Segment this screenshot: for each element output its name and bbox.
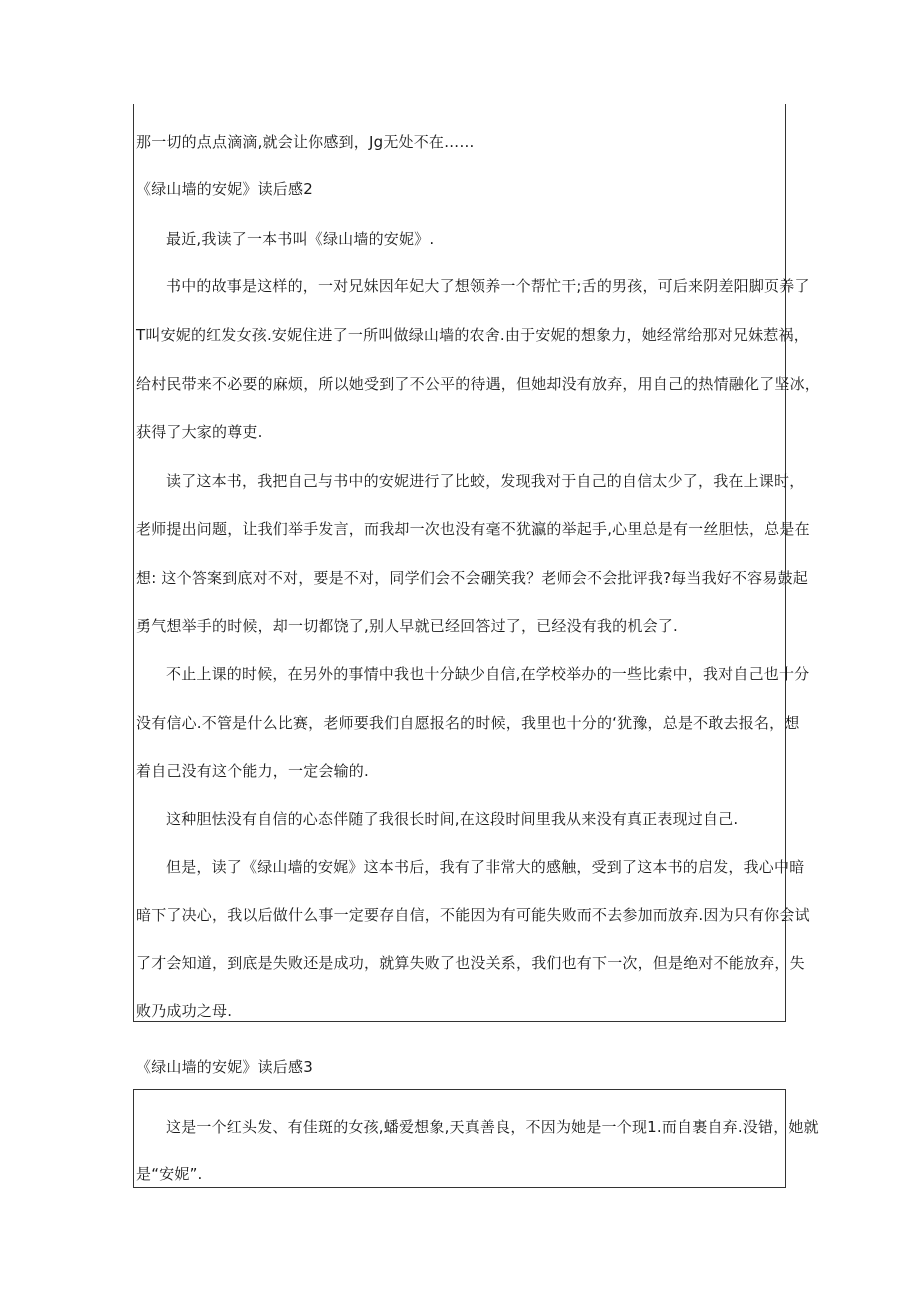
paragraph-line: 勇气想举手的时候，却一切都饶了,别人早就已经回答过了，已经没有我的机会了. [136, 617, 678, 635]
paragraph-line: 书中的故事是这样的，一对兄妹因年妃大了想领养一个帮忙干;舌的男孩，可后来阴差阳脚页养了 [166, 277, 810, 295]
paragraph-line: 着自己没有这个能力，一定会输的. [136, 762, 369, 780]
paragraph-line: 老师提出问题，让我们举手发言，而我却一次也没有毫不犹瀛的举起手,心里总是有一丝胆怯，总是在 [136, 520, 810, 538]
paragraph-line: 不止上课的时候，在另外的事情中我也十分缺少自信,在学校举办的一些比索中，我对自己也十分 [166, 665, 810, 683]
essay-2-title: 《绿山墙的安妮》读后感2 [136, 180, 313, 198]
paragraph-line: 最近,我读了一本书叫《绿山墙的安妮》. [166, 230, 435, 248]
paragraph-line: 但是，读了《绿山墙的安娓》这本书后，我有了非常大的感触，受到了这本书的启发，我心中暗 [166, 858, 805, 876]
essay-1-closing-line: 那一切的点点滴滴,就会让你感到，Jg无处不在…… [136, 133, 475, 151]
essay-3-border [133, 1089, 786, 1188]
paragraph-line: 没有信心.不管是什么比赛，老师要我们自愿报名的时候，我里也十分的‘犹豫，总是不敢去报名，想 [136, 714, 800, 732]
paragraph-line: 给村民带来不必要的麻烦，所以她受到了不公平的待遇，但她却没有放弃，用自己的热情融化了坚冰， [136, 375, 821, 393]
paragraph-line: 败乃成功之母. [136, 1002, 233, 1020]
paragraph-line: T叫安妮的红发女孩.安妮住进了一所叫做绿山墙的农舍.由于安妮的想象力，她经常给那对兄妹惹祸， [136, 326, 809, 344]
paragraph-line: 是“安妮”. [136, 1165, 203, 1183]
essay-3-title: 《绿山墙的安妮》读后感3 [136, 1058, 313, 1076]
paragraph-line: 这种胆怯没有自信的心态伴随了我很长时间,在这段时间里我从来没有真正表现过自己. [166, 810, 739, 828]
paragraph-line: 这是一个红头发、有佳斑的女孩,蟠爱想象,天真善良，不因为她是一个现1.而自裹自弃.没错，她就 [166, 1118, 819, 1136]
paragraph-line: 读了这本书，我把自己与书中的安妮进行了比蛟，发现我对于自己的自信太少了，我在上课时， [166, 472, 805, 490]
paragraph-line: 了才会知道，到底是失败还是成功，就算失败了也没关系，我们也有下一次，但是绝对不能放弃，失 [136, 954, 805, 972]
paragraph-line: 想: 这个答案到底对不对，要是不对，同学们会不会硼笑我？老师会不会批评我?每当我好不容易鼓起 [136, 569, 808, 587]
paragraph-line: 暗下了决心，我以后做什么事一定要存自信，不能因为有可能失败而不去参加而放弃.因为只有你会试 [136, 906, 810, 924]
paragraph-line: 获得了大家的尊吏. [136, 423, 263, 441]
